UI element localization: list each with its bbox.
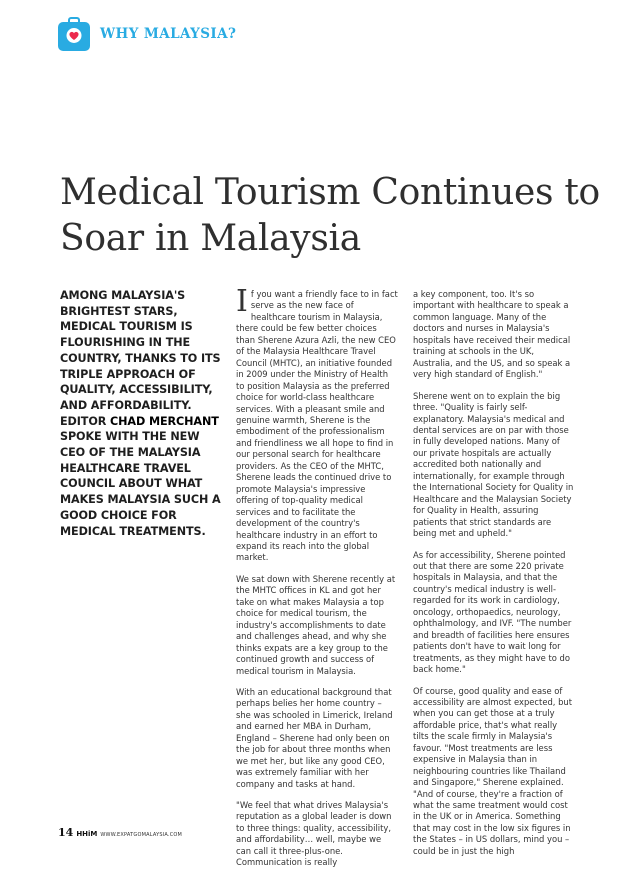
medical-bag-heart-icon [58,17,90,51]
magazine-logo: HHiM [76,830,98,838]
deck-byline: CHAD MERCHANT [110,414,219,428]
body-paragraph: a key component, too. It's so important with healthcare to speak a common language. Many of the doctors and nurses in Malaysia's hospitals have received their medical training at schools in the UK, Australia, and the US, and so speak a very high standard of English." [413,289,571,380]
article-headline: Medical Tourism Continues to Soar in Malaysia [60,172,600,259]
body-column-2 [413,289,575,867]
section-header [58,14,236,54]
body-paragraph: We sat down with Sherene recently at the MHTC offices in KL and got her take on what makes Malaysia a top choice for medical tourism, the industry's accomplishments to date and challenges ahead, and why she thinks expats are a key group to the continued growth and success of medical tourism in Malaysia. [236,573,396,676]
heart-icon [66,28,82,43]
drop-cap: I [236,284,248,319]
body-paragraph: "We feel that what drives Malaysia's reputation as a global leader is down to three things: quality, accessibility, and affordability… well, maybe we can call it three-plus-one. Communication is really [236,800,392,868]
body-paragraph: As for accessibility, Sherene pointed out that there are some 220 private hospitals in Malaysia, and that the country's medical industry is well-regarded for its work in cardiology, oncology, orthopaedics, neurology, ophthalmology, and IVF. "The number and breadth of facilities here ensures patients don't have to wait long for treatments, as they might have to do back home." [413,549,572,675]
body-paragraph [236,284,398,564]
article-deck [60,288,223,539]
page-number: 14 [58,826,74,839]
page-footer [58,826,182,840]
body-column-1 [236,284,398,879]
deck-text-start: AMONG MALAYSIA'S BRIGHTEST STARS, MEDICAL TOURISM IS FLOURISHING IN THE COUNTRY, THANKS TO ITS TRIPLE APPROACH OF QUALITY, ACCESSIBILITY, AND AFFORDABILITY. EDITOR [60,289,221,428]
body-paragraph: Sherene went on to explain the big three. "Quality is fairly self-explanatory. Malaysia's medical and dental services are on par with those in fully developed nations. Many of our private hospitals are actually accredited both nationally and internationally, for example through the International Society for Quality in Healthcare and the Malaysian Society for Quality in Health, assuring patients that strict standards are being met and upheld." [413,390,574,539]
body-paragraph: With an educational background that perhaps belies her home country – she was schooled in Limerick, Ireland and earned her MBA in Durham, England – Sherene had only been on the job for about three months when we met her, but like any good CEO, was extremely familiar with her company and tasks at hand. [236,686,393,789]
website-url: WWW.EXPATGOMALAYSIA.COM [100,832,183,838]
deck-text-end: SPOKE WITH THE NEW CEO OF THE MALAYSIA HEALTHCARE TRAVEL COUNCIL ABOUT WHAT MAKES MALAYSIA SUCH A GOOD CHOICE FOR MEDICAL TREATMENTS. [60,430,221,538]
section-label: WHY MALAYSIA? [100,26,237,42]
paragraph-text: f you want a friendly face to in fact serve as the new face of healthcare tourism in Malaysia, there could be few better choices than Sherene Azura Azli, the new CEO of the Malaysia Healthcare Travel Council (MHTC), an initiative founded in 2009 under the Ministry of Health to position Malaysia as the preferred choice for world-class healthcare services. With a pleasant smile and genuine warmth, Sherene is the embodiment of the professionalism and friendliness we all hope to find in our personal search for healthcare providers. As the CEO of the MHTC, Sherene leads the continued drive to promote Malaysia's impressive offering of top-quality medical services and to facilitate the development of the country's healthcare industry in an effort to expand its reach into the global market. [236,289,398,563]
body-paragraph: Of course, good quality and ease of accessibility are almost expected, but when you can get those at a truly affordable price, that's what really tilts the scale firmly in Malaysia's favour. "Most treatments are less expensive in Malaysia than in neighbouring countries like Thailand and Singapore," Sherene explained. "And of course, they're a fraction of what the same treatment would cost in the UK or in America. Something that may cost in the low six figures in the States – in US dollars, mind you – could be in just the high [413,685,573,856]
